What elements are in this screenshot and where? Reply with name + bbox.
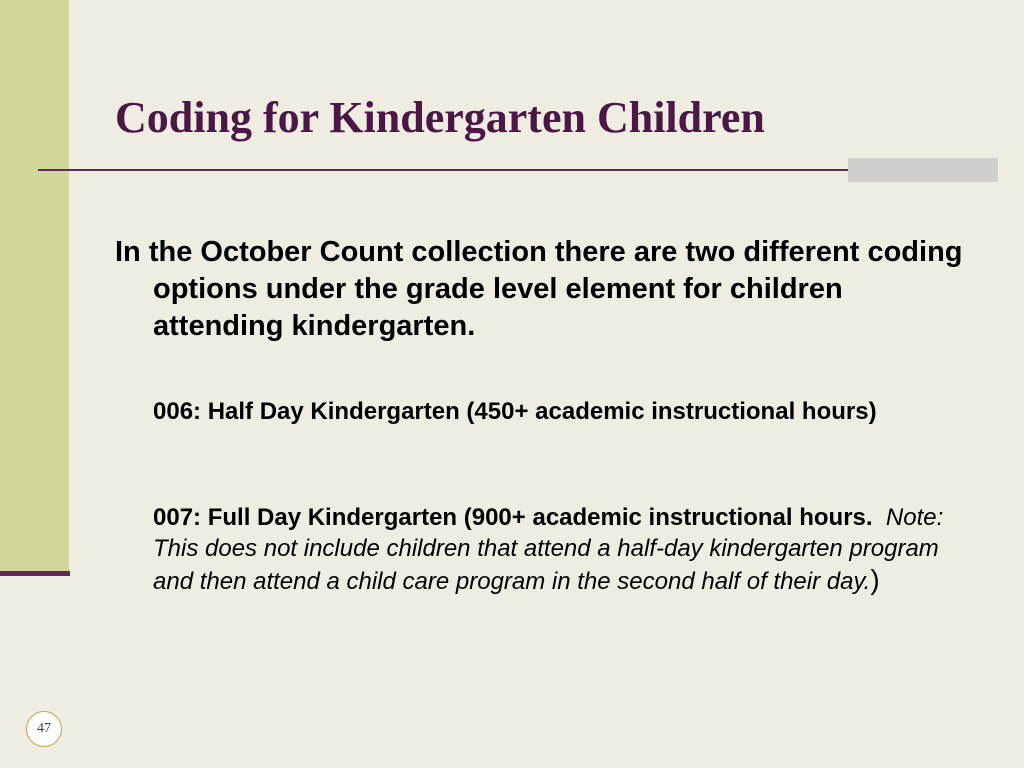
left-accent-bar — [0, 0, 69, 572]
option-007-note: Note: This does not include children that attend a half-day kindergarten program and then attend a child care program in the second half of their day. — [153, 504, 944, 595]
title-divider — [38, 169, 970, 171]
slide-title: Coding for Kindergarten Children — [115, 93, 765, 142]
option-006 — [153, 396, 963, 427]
option-007 — [153, 502, 963, 597]
decorative-gray-block — [848, 158, 998, 182]
left-accent-underline — [0, 571, 70, 576]
page-number: 47 — [37, 721, 51, 736]
intro-paragraph: In the October Count collection there are two different coding options under the grade level element for children attending kindergarten. — [115, 236, 963, 342]
option-007-close-paren: ) — [870, 564, 880, 595]
option-006-text: 006: Half Day Kindergarten (450+ academic instructional hours) — [153, 398, 877, 425]
page-number-badge — [26, 711, 62, 747]
option-007-text: 007: Full Day Kindergarten (900+ academic instructional hours. — [153, 504, 873, 531]
